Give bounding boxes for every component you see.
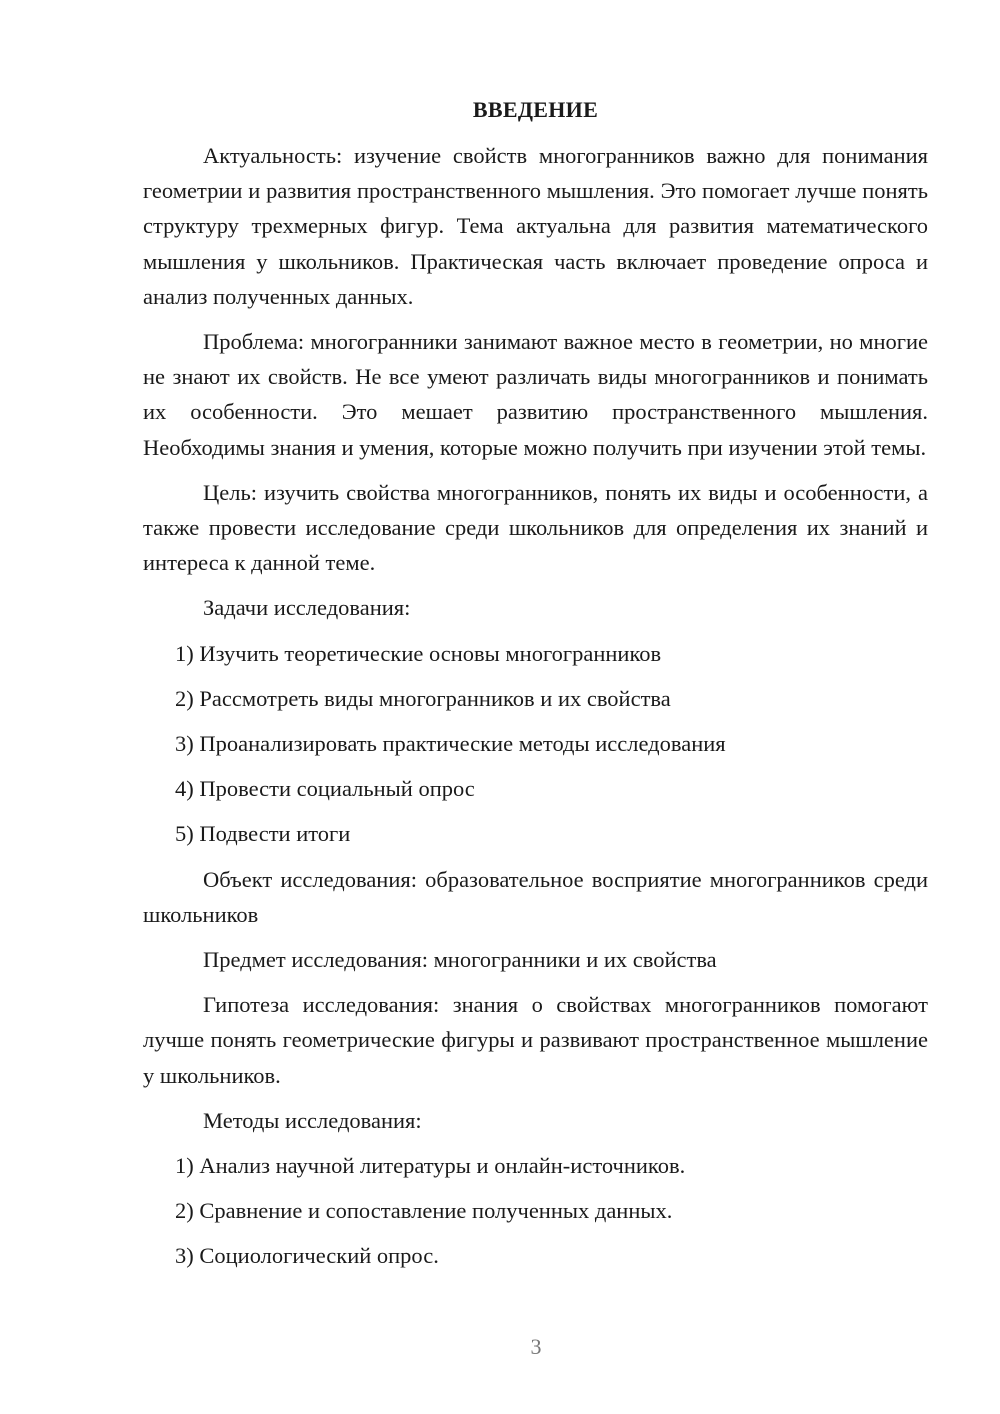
tasks-heading: Задачи исследования: xyxy=(203,595,411,621)
list-item: 2) Рассмотреть виды многогранников и их свойства xyxy=(175,685,671,711)
paragraph-object: Объект исследования: образовательное восприятие многогранников среди школьников xyxy=(143,866,928,927)
list-item: 4) Провести социальный опрос xyxy=(175,776,475,802)
document-page xyxy=(143,94,928,1284)
paragraph-goal: Цель: изучить свойства многогранников, понять их виды и особенности, а также провести исследование среди школьников для определения их знаний и интереса к данной теме. xyxy=(143,479,928,576)
list-item: 2) Сравнение и сопоставление полученных данных. xyxy=(175,1198,673,1224)
section-title: ВВЕДЕНИЕ xyxy=(472,97,599,122)
methods-heading: Методы исследования: xyxy=(203,1107,422,1133)
paragraph-subject: Предмет исследования: многогранники и их свойства xyxy=(203,947,717,973)
list-item: 5) Подвести итоги xyxy=(175,821,351,847)
methods-list xyxy=(143,1148,928,1274)
paragraph-problem: Проблема: многогранники занимают важное место в геометрии, но многие не знают их свойств. Не все умеют различать виды многогранников и понимать их особенности. Это мешает развитию пространственного мышления. Необходимы знания и умения, которые можно получить при изучении этой темы. xyxy=(143,329,928,460)
paragraph-hypothesis: Гипотеза исследования: знания о свойствах многогранников помогают лучше понять геометрические фигуры и развивают пространственное мышление у школьников. xyxy=(143,992,928,1088)
page-number: 3 xyxy=(530,1334,542,1359)
paragraph-relevance: Актуальность: изучение свойств многогранников важно для понимания геометрии и развития пространственного мышления. Это помогает лучше понять структуру трехмерных фигур. Тема актуальна для развития математического мышления у школьников. Практическая часть включает проведение опроса и анализ полученных данных. xyxy=(143,143,928,309)
list-item: 1) Изучить теоретические основы многогранников xyxy=(175,640,662,666)
tasks-list xyxy=(143,636,928,852)
list-item: 3) Социологический опрос. xyxy=(175,1243,439,1269)
list-item: 3) Проанализировать практические методы исследования xyxy=(175,731,726,757)
list-item: 1) Анализ научной литературы и онлайн-источников. xyxy=(175,1153,686,1179)
